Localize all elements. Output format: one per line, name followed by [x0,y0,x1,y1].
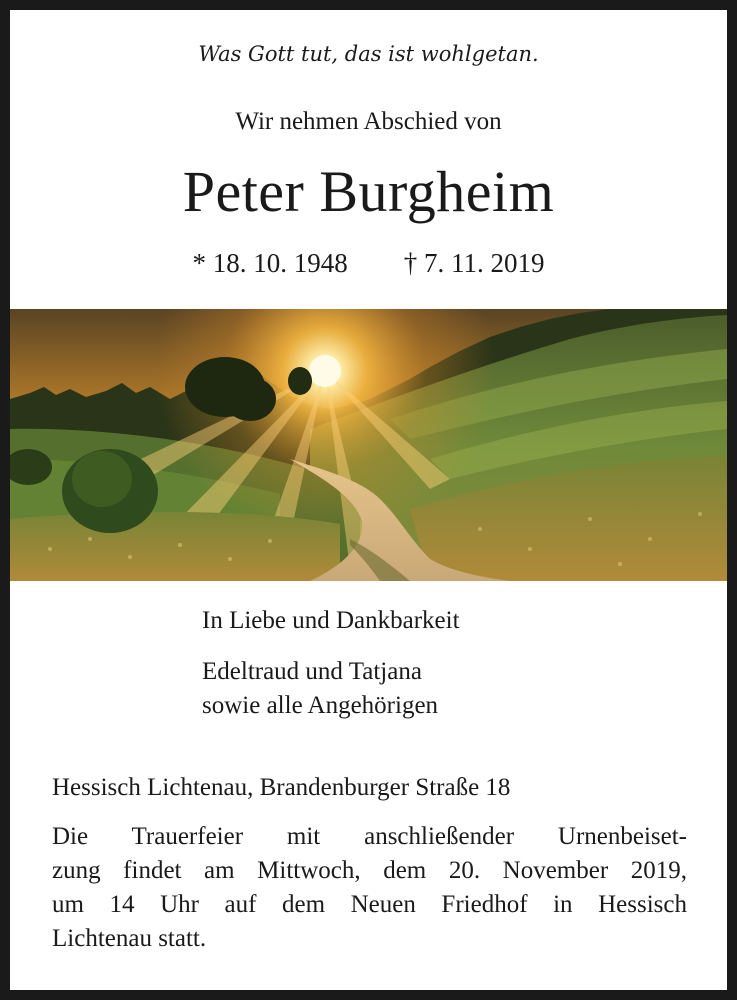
family-address: Hessisch Lichtenau, Brandenburger Straße 18 [52,774,511,801]
service-line: um 14 Uhr auf dem Neuen Friedhof in Hessisch [52,891,687,918]
motto: Was Gott tut, das ist wohlgetan. [198,42,539,66]
mourners [202,655,438,723]
closing-line: In Liebe und Dankbarkeit [202,607,460,634]
service-line: zung findet am Mittwoch, dem 20. November 2019, [52,857,687,884]
sunset-landscape-photo [10,309,727,581]
service-line: Die Trauerfeier mit anschließender Urnenbeiset- [52,823,687,850]
funeral-service-info [52,820,687,956]
birth-date: * 18. 10. 1948 [192,248,348,278]
deceased-name: Peter Burgheim [182,159,555,224]
mourner-line: sowie alle Angehörigen [202,692,439,719]
death-date: † 7. 11. 2019 [403,248,545,278]
service-line: Lichtenau statt. [52,925,207,952]
intro-text: Wir nehmen Abschied von [235,108,502,135]
life-dates [10,248,727,279]
obituary-notice [10,10,727,990]
mourner-line: Edeltraud und Tatjana [202,658,422,685]
